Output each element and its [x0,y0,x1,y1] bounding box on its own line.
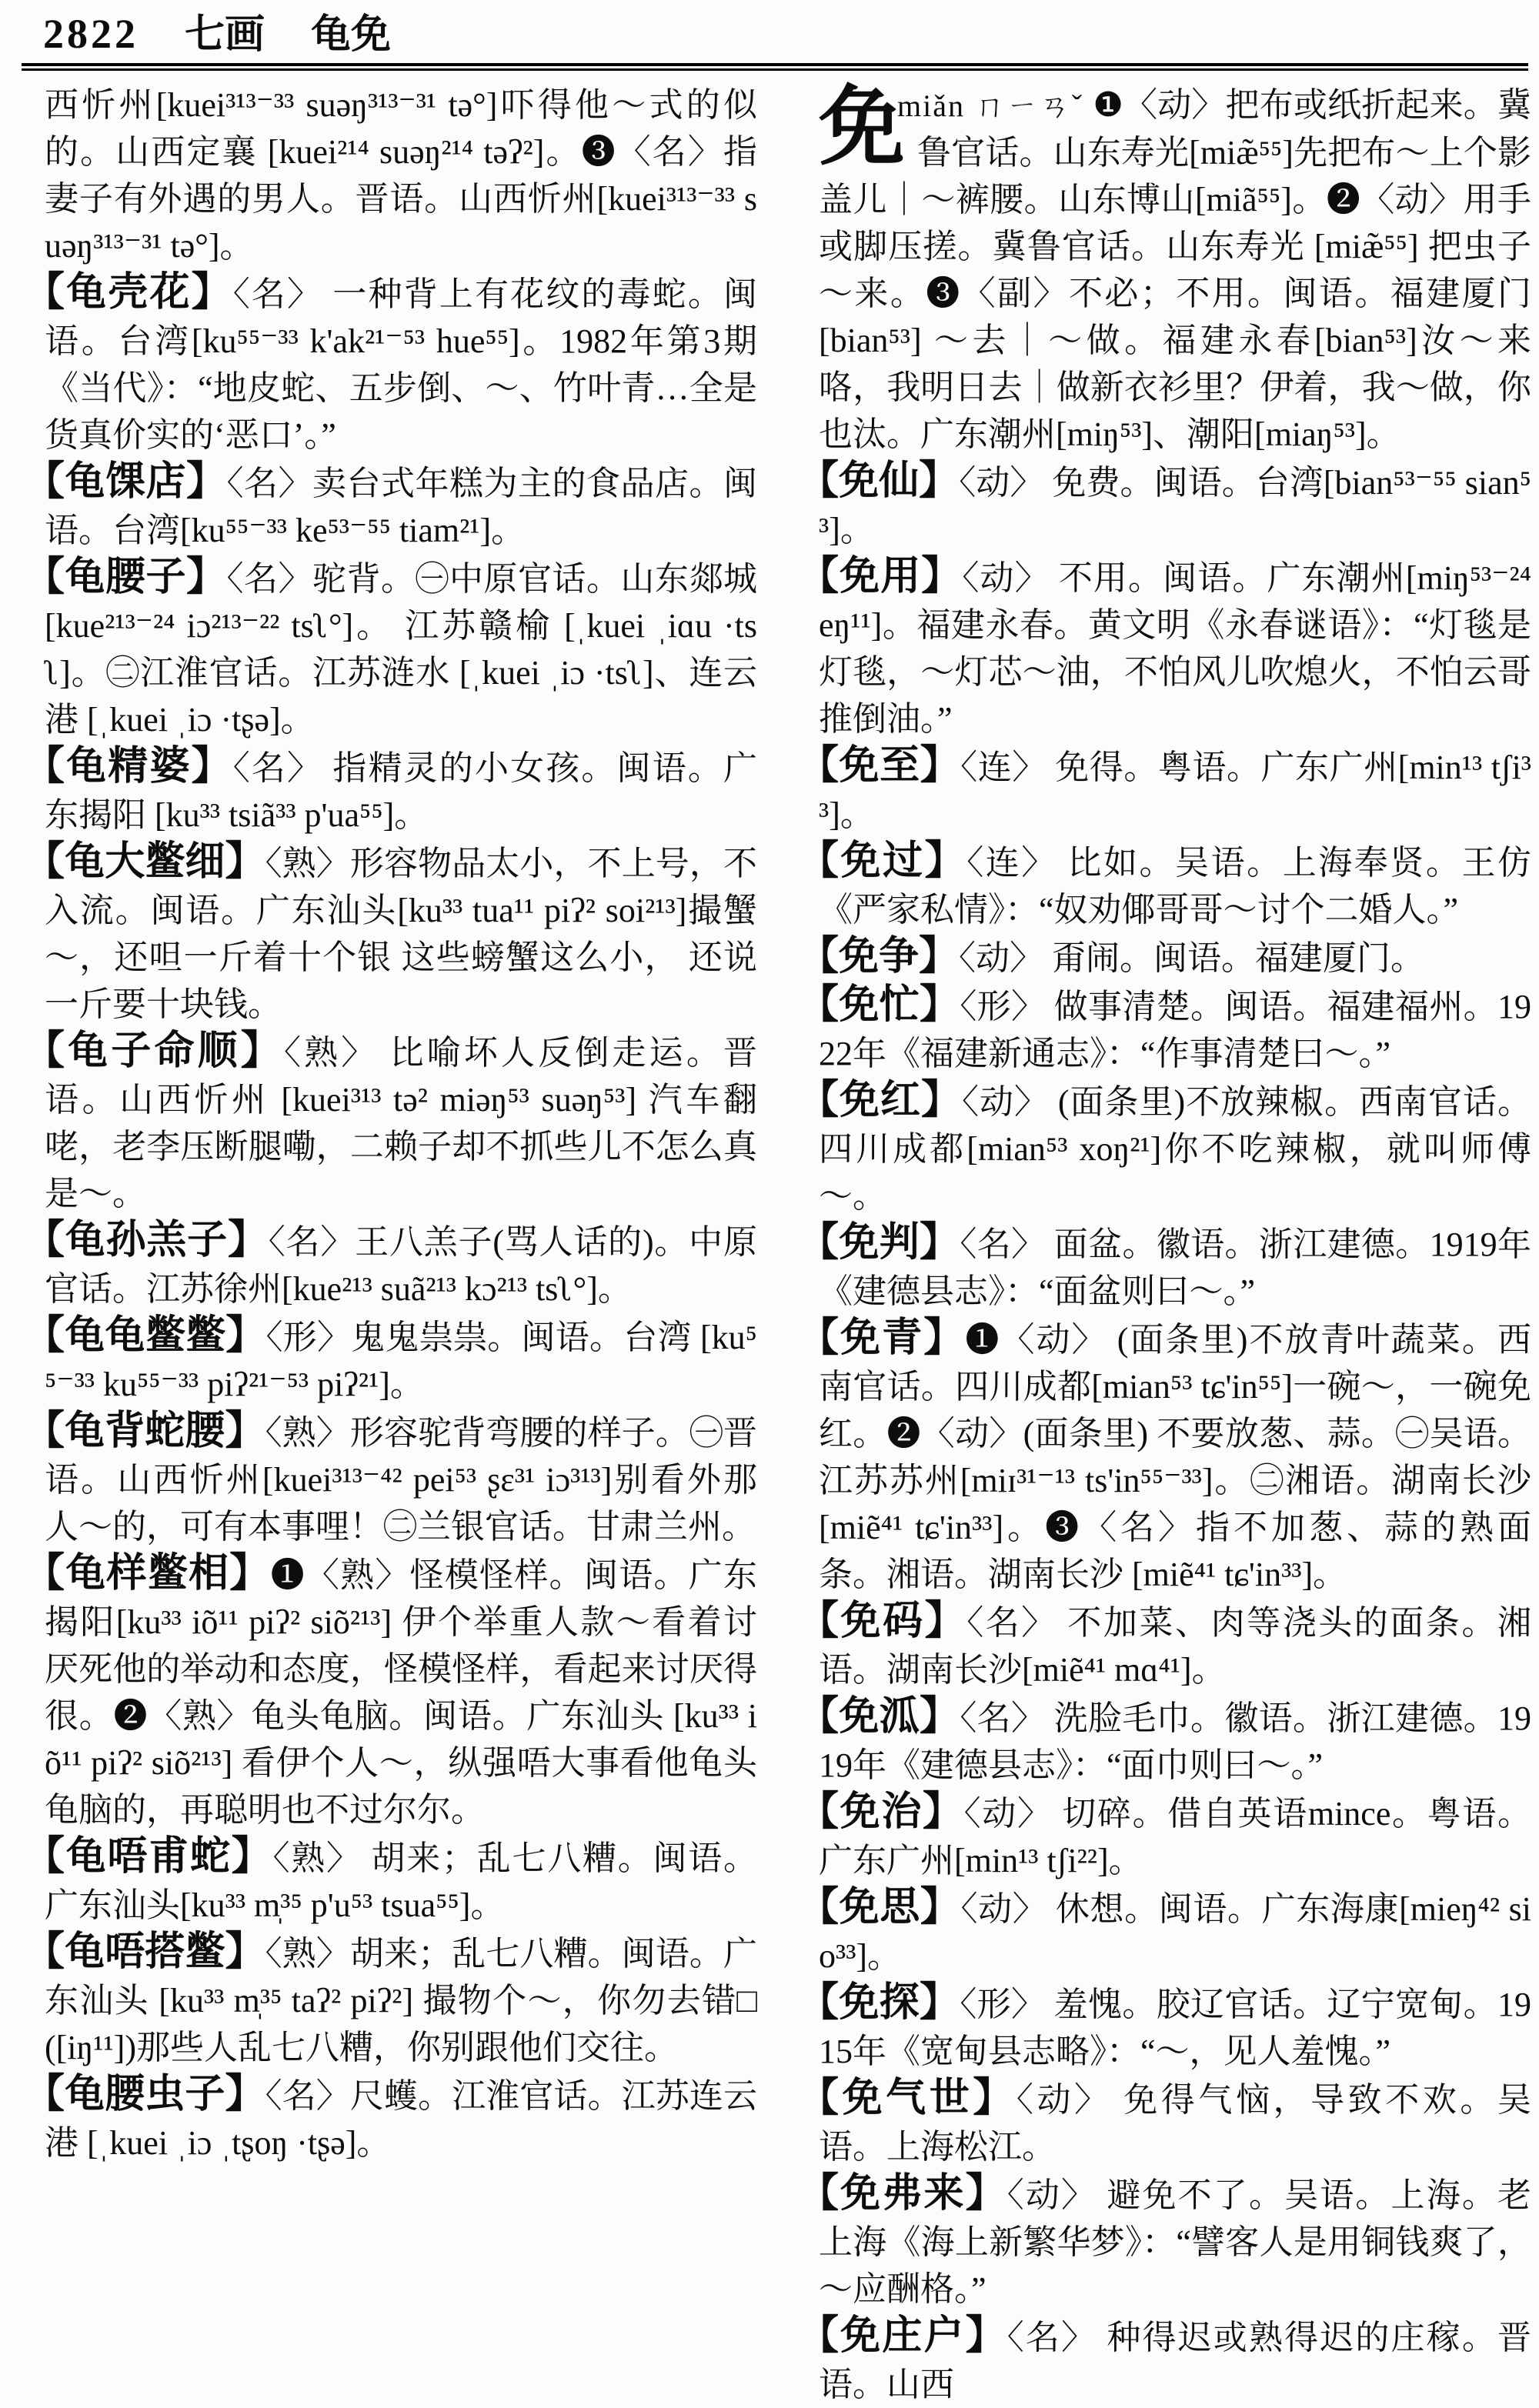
entry-headword: 【龟龟鳖鳖】 [25,1314,266,1358]
entry-headword: 【龟壳花】 [25,271,233,315]
entry-body: 〈动〉 (面条里)不放辣椒。西南官话。四川成都[mian⁵³ xoŋ²¹]你不吃辣椒，就叫师傅～。 [819,1083,1531,1215]
entry-body: 〈名〉 种得迟或熟得迟的庄稼。晋语。山西 [819,2319,1531,2403]
dictionary-entry [799,1315,1531,1598]
entry-headword: 【免庄户】 [799,2314,1007,2358]
entry-body: 〈动〉 甭闹。闽语。福建厦门。 [959,939,1425,977]
entry-headword: 【龟背蛇腰】 [25,1409,265,1453]
head-character-pronunciation: miǎn ㄇㄧㄢˇ [897,88,1093,123]
entry-body: 〈形〉 做事清楚。闽语。福建福州。1922年《福建新通志》：“作事清楚曰～。” [819,988,1531,1072]
entry-headword: 【免思】 [799,1886,961,1929]
entry-body: 〈名〉 不加菜、肉等浇头的面条。湘语。湖南长沙[miẽ⁴¹ mɑ⁴¹]。 [819,1604,1531,1689]
dictionary-entry [25,743,757,839]
entry-body: ❶〈动〉 (面条里)不放青叶蔬菜。西南官话。四川成都[mian⁵³ tɕ'in⁵⁵]一碗～，一碗免红。❷〈动〉(面条里) 不要放葱、蒜。㊀吴语。江苏苏州[miɪ³¹⁻¹³ ts'in⁵⁵⁻³³]。㊁湘语。湖南长沙 [miẽ⁴¹ tɕ'in³³]。❸〈名〉指不加葱、蒜的熟面条。湘语。湖南长沙 [miẽ⁴¹ tɕ'in³³]。 [819,1321,1531,1593]
entry-body: 〈动〉 休想。闽语。广东海康[mieŋ⁴² sio³³]。 [819,1890,1531,1975]
dictionary-entry [25,269,757,459]
entry-body: 〈连〉 比如。吴语。上海奉贤。王仿《严家私情》：“奴劝倻哥哥～讨个二婚人。” [819,844,1531,929]
continuation-paragraph: 西忻州[kuei³¹³⁻³³ suəŋ³¹³⁻³¹ tə°]吓得他～式的似的。山西定襄 [kuei²¹⁴ suəŋ²¹⁴ təʔ²]。❸〈名〉指妻子有外遇的男人。晋语。山西忻州[kuei³¹³⁻³³ suəŋ³¹³⁻³¹ tə°]。 [45,86,757,265]
entry-body: 〈名〉 洗脸毛巾。徽语。浙江建德。1919年《建德县志》：“面巾则曰～。” [819,1699,1531,1784]
dictionary-entry [25,2071,757,2166]
entry-headword: 【免青】 [799,1316,966,1360]
dictionary-entry [799,2075,1531,2170]
entry-headword: 【龟子命顺】 [25,1029,284,1073]
entry-body: ❶〈熟〉怪模怪样。闽语。广东揭阳[ku³³ iõ¹¹ piʔ² siõ²¹³] 伊个举重人款～看着讨厌死他的举动和态度，怪模怪样，看起来讨厌得很。❷〈熟〉龟头龟脑。闽语。广东汕头 [ku³³ iõ¹¹ piʔ² siõ²¹³] 看伊个人～，纵强唔大事看他龟头龟脑的，再聪明也不过尔尔。 [45,1556,757,1829]
entry-headword: 【免判】 [799,1221,960,1265]
page-header [43,11,391,58]
entry-body: 〈连〉 免得。粤语。广东广州[min¹³ tʃi³³]。 [819,749,1531,833]
entry-body: 〈动〉 避免不了。吴语。上海。老上海《海上新繁华梦》：“譬客人是用铜钱爽了，～应酬格。” [819,2176,1531,2308]
dictionary-entry [25,839,757,1028]
dictionary-entry [25,554,757,743]
dictionary-entry [799,742,1531,838]
entry-headword: 【免红】 [799,1079,962,1122]
entry-body: 〈名〉驼背。㊀中原官话。山东郯城 [kue²¹³⁻²⁴ iɔ²¹³⁻²² tsʅ°]。 江苏赣榆 [ˌkuei ˌiɑu ·tsʅ]。㊁江淮官话。江苏涟水 [ˌkuei ˌiɔ ·tsʅ]、连云港 [ˌkuei ˌiɔ ·tʂə]。 [45,560,757,739]
entry-body: 〈熟〉 胡来；乱七八糟。闽语。广东汕头[ku³³ m̩³⁵ p'u⁵³ tsua⁵⁵]。 [45,1839,757,1924]
entry-headword: 【龟腰虫子】 [25,2073,265,2116]
dictionary-entry [25,1833,757,1929]
header-divider-rule [22,63,1528,71]
entry-headword: 【免治】 [799,1790,964,1834]
stroke-count-label: 七画 [185,13,265,57]
entry-headword: 【免至】 [799,744,961,788]
right-column [799,82,1531,2408]
entry-headword: 【龟孙羔子】 [25,1219,269,1262]
left-column [25,82,757,2166]
entry-headword: 【免气世】 [799,2076,1017,2120]
entry-headword: 【免仙】 [799,459,960,503]
entry-headword: 【免争】 [799,935,960,979]
head-character-entry [799,82,1531,458]
dictionary-entry [799,1789,1531,1884]
entry-headword: 【免泒】 [799,1695,960,1739]
entry-headword: 【免忙】 [799,983,960,1027]
dictionary-entry [799,1598,1531,1693]
entry-body: 〈形〉 羞愧。胶辽官话。辽宁宽甸。1915年《宽甸县志略》：“～，见人羞愧。” [819,1986,1531,2070]
dictionary-entry [799,838,1531,933]
dictionary-entry [799,2170,1531,2313]
entry-body: 〈动〉 切碎。借自英语mince。粤语。广东广州[min¹³ tʃi²²]。 [819,1795,1531,1879]
entry-headword: 【龟精婆】 [25,745,233,789]
entry-body: 〈熟〉胡来；乱七八糟。闽语。广东汕头 [ku³³ m̩³⁵ taʔ² piʔ²] 撮物个～，你勿去错□([iŋ¹¹])那些人乱七八糟，你别跟他们交往。 [45,1935,757,2066]
head-character: 免 [819,80,905,175]
dictionary-entry [799,1077,1531,1219]
dictionary-entry [25,1929,757,2071]
dictionary-entry [25,1312,757,1408]
dictionary-entry [25,459,757,554]
entry-body: 〈名〉 一种背上有花纹的毒蛇。闽语。台湾[ku⁵⁵⁻³³ k'ak²¹⁻⁵³ hue⁵⁵]。1982年第3期《当代》：“地皮蛇、五步倒、～、竹叶青…全是货真价实的‘恶口’。” [45,275,757,454]
dictionary-entry [799,458,1531,553]
entry-body: 〈名〉 面盆。徽语。浙江建德。1919年《建德县志》：“面盆则曰～。” [819,1226,1531,1310]
entry-body: 〈动〉 免费。闽语。台湾[bian⁵³⁻⁵⁵ sian⁵³]。 [819,464,1531,549]
dictionary-entry [799,2313,1531,2408]
entry-headword: 【免过】 [799,839,967,883]
entry-body: 〈熟〉 比喻坏人反倒走运。晋语。山西忻州 [kuei³¹³ tə² miəŋ⁵³ suəŋ⁵³] 汽车翻咾，老李压断腿嘞，二赖子却不抓些儿不怎么真是～。 [45,1034,757,1212]
dictionary-entry [799,1693,1531,1789]
entry-headword: 【免弗来】 [799,2172,1007,2216]
dictionary-entry [799,1219,1531,1315]
dictionary-entry [799,1979,1531,2075]
entry-headword: 【龟大鳖细】 [25,840,265,884]
page-number: 2822 [43,11,139,57]
entry-headword: 【龟馃店】 [25,460,227,504]
entry-body: 〈名〉 指精灵的小女孩。闽语。广东揭阳 [ku³³ tsiã³³ p'ua⁵⁵]。 [45,749,757,834]
head-entry-body: ❶〈动〉把布或纸折起来。冀鲁官话。山东寿光[miæ̃⁵⁵]先把布～上个影盖儿｜～裤腰。山东博山[miã⁵⁵]。❷〈动〉用手或脚压搓。冀鲁官话。山东寿光 [miæ̃⁵⁵] 把虫子～来。❸〈副〉不必；不用。闽语。福建厦门 [bian⁵³] ～去｜～做。福建永春[bian⁵³]汝～来咯，我明日去｜做新衣衫里？伊着，我～做，你也汰。广东潮州[miŋ⁵³]、潮阳[miaŋ⁵³]。 [819,86,1531,453]
dictionary-entry [799,553,1531,742]
entry-body: 〈名〉王八羔子(骂人话的)。中原官话。江苏徐州[kue²¹³ suã²¹³ kɔ²¹³ tsʅ°]。 [45,1223,757,1308]
entry-body: 〈熟〉形容物品太小，不上号，不入流。闽语。广东汕头[ku³³ tua¹¹ piʔ² soi²¹³]撮蟹～，还呾一斤着十个银 这些螃蟹这么小， 还说一斤要十块钱。 [45,845,757,1023]
dictionary-entry [25,1217,757,1312]
entry-headword: 【免用】 [799,555,963,599]
entry-body: 〈熟〉形容驼背弯腰的样子。㊀晋语。山西忻州[kuei³¹³⁻⁴² pei⁵³ ʂɛ³¹ iɔ³¹³]别看外那人～的，可有本事哩！㊁兰银官话。甘肃兰州。 [45,1414,757,1546]
section-characters: 龟免 [311,13,392,57]
dictionary-entry [799,933,1531,982]
entry-headword: 【免码】 [799,1599,967,1643]
dictionary-entry [799,1884,1531,1979]
entry-headword: 【龟唔甫蛇】 [25,1835,273,1879]
dictionary-entry [799,982,1531,1077]
dictionary-entry [25,1550,757,1833]
dictionary-entry [25,1408,757,1550]
entry-body: 〈动〉 免得气恼，导致不欢。吴语。上海松江。 [819,2081,1531,2166]
entry-headword: 【龟唔搭鳖】 [25,1930,265,1974]
entry-headword: 【龟腰子】 [25,555,227,599]
entry-body: 〈动〉 不用。闽语。广东潮州[miŋ⁵³⁻²⁴ eŋ¹¹]。福建永春。黄文明《永春谜语》：“灯毯是灯毯，～灯芯～油，不怕风儿吹熄火，不怕云哥推倒油。” [819,559,1531,738]
entry-headword: 【龟样鳖相】 [25,1552,271,1596]
entry-body: 〈形〉鬼鬼祟祟。闽语。台湾 [ku⁵⁵⁻³³ ku⁵⁵⁻³³ piʔ²¹⁻⁵³ piʔ²¹]。 [45,1319,757,1403]
entry-headword: 【免探】 [799,1981,960,2025]
entry-body: 〈名〉卖台式年糕为主的食品店。闽语。台湾[ku⁵⁵⁻³³ ke⁵³⁻⁵⁵ tiam²¹]。 [45,465,757,549]
dictionary-entry [25,1028,757,1217]
entry-body: 〈名〉尺蠖。江淮官话。江苏连云港 [ˌkuei ˌiɔ ˌtʂoŋ ·tʂə]。 [45,2077,757,2162]
